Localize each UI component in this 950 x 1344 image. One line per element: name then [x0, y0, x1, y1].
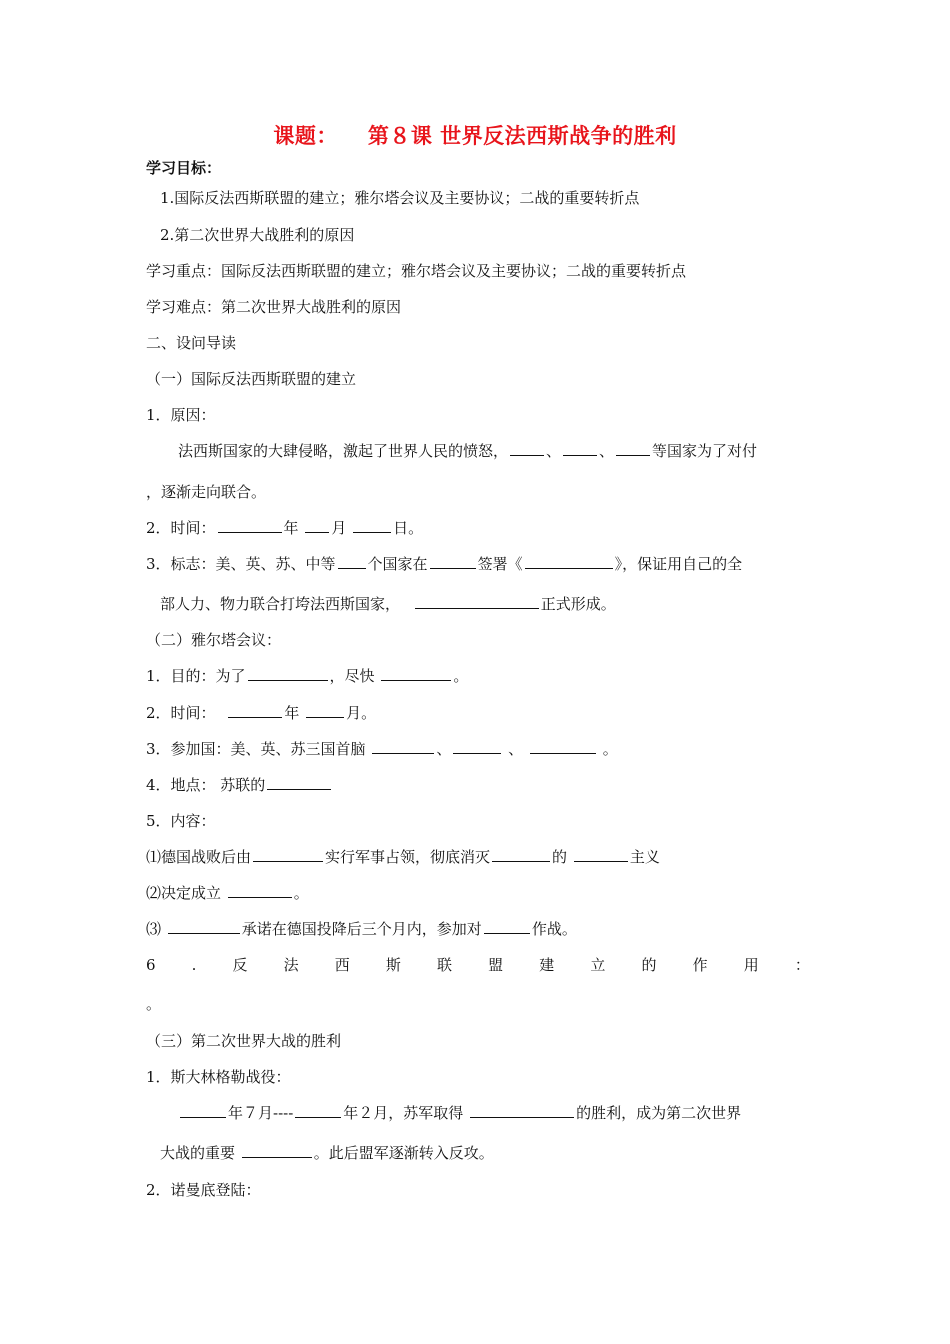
part2-q1: 1．目的：为了 ，尽快 。 [146, 667, 469, 685]
part2-q6-end: 。 [146, 995, 162, 1013]
objectives-heading: 学习目标： [146, 159, 222, 177]
part3-q1-cont: 大战的重要 。此后盟军逐渐转入反攻。 [160, 1144, 494, 1162]
key-point: 学习重点：国际反法西斯联盟的建立；雅尔塔会议及主要协议；二战的重要转折点 [146, 262, 687, 280]
blank-organization[interactable] [228, 883, 292, 898]
blank-occupiers[interactable] [253, 847, 323, 862]
blank-count[interactable] [338, 554, 366, 569]
part2-heading: （二）雅尔塔会议： [146, 631, 282, 649]
part3-q1: 1．斯大林格勒战役： [146, 1068, 291, 1086]
part2-q5: 5．内容： [146, 812, 216, 830]
part1-heading: （一）国际反法西斯联盟的建立 [146, 370, 357, 388]
blank-yalta-month[interactable] [306, 703, 344, 718]
blank-country-2[interactable] [563, 441, 597, 456]
blank-start-year[interactable] [180, 1103, 226, 1118]
blank-leader-3[interactable] [530, 739, 596, 754]
part1-q2: 2．时间： 年 月 日。 [146, 519, 424, 537]
part2-content-1: ⑴德国战败后由 实行军事占领，彻底消灭 的 主义 [146, 848, 660, 866]
objective-2: 2.第二次世界大战胜利的原因 [160, 226, 355, 244]
blank-location[interactable] [267, 775, 331, 790]
part3-q1-text: 年７月---- 年２月，苏军取得 的胜利，成为第二次世界 [178, 1103, 741, 1123]
part2-content-2: ⑵决定成立 。 [146, 884, 309, 902]
blank-country-1[interactable] [510, 441, 544, 456]
blank-leader-1[interactable] [372, 739, 434, 754]
section-heading: 二、设问导读 [146, 334, 237, 352]
part1-q3-cont: 部人力、物力联合打垮法西斯国家， 正式形成。 [160, 595, 616, 613]
blank-purpose-2[interactable] [381, 666, 451, 681]
blank-end-year[interactable] [295, 1103, 341, 1118]
blank-place[interactable] [430, 554, 476, 569]
objective-1: 1.国际反法西斯联盟的建立；雅尔塔会议及主要协议；二战的重要转折点 [160, 189, 640, 207]
part1-q3: 3．标志：美、英、苏、中等 个国家在 签署《 》，保证用自己的全 [146, 555, 743, 573]
page-title: 课题： 第８课 世界反法西斯战争的胜利 [273, 123, 677, 148]
blank-day[interactable] [353, 518, 391, 533]
blank-turning-point[interactable] [242, 1143, 312, 1158]
blank-month[interactable] [305, 518, 329, 533]
difficulty: 学习难点：第二次世界大战胜利的原因 [146, 298, 402, 316]
part3-q2: 2．诺曼底登陆： [146, 1181, 261, 1199]
part1-q1-cont: ，逐渐走向联合。 [146, 483, 267, 501]
part2-content-3: ⑶ 承诺在德国投降后三个月内，参加对 作战。 [146, 920, 577, 938]
blank-target[interactable] [492, 847, 550, 862]
blank-leader-2[interactable] [453, 739, 501, 754]
blank-ideology[interactable] [574, 847, 628, 862]
blank-declaration[interactable] [525, 554, 613, 569]
part2-q2: 2．时间： 年 月。 [146, 704, 377, 722]
blank-country[interactable] [168, 919, 240, 934]
part2-q4: 4．地点： 苏联的 [146, 775, 333, 795]
part2-q3: 3．参加国：美、英、苏三国首脑 、 、 。 [146, 740, 618, 758]
part1-q1-text: 法西斯国家的大肆侵略，激起了世界人民的愤怒， 、 、 等国家为了对付 [178, 442, 758, 460]
blank-country-3[interactable] [616, 441, 650, 456]
blank-victory[interactable] [470, 1103, 574, 1118]
blank-purpose-1[interactable] [248, 666, 328, 681]
blank-alliance[interactable] [415, 594, 539, 609]
part2-q6: 6 . 反 法 西 斯 联 盟 建 立 的 作 用 ： [146, 956, 810, 974]
blank-year[interactable] [218, 518, 282, 533]
part1-q1: 1．原因： [146, 406, 216, 424]
part3-heading: （三）第二次世界大战的胜利 [146, 1032, 342, 1050]
blank-enemy[interactable] [484, 919, 530, 934]
blank-yalta-year[interactable] [228, 703, 282, 718]
